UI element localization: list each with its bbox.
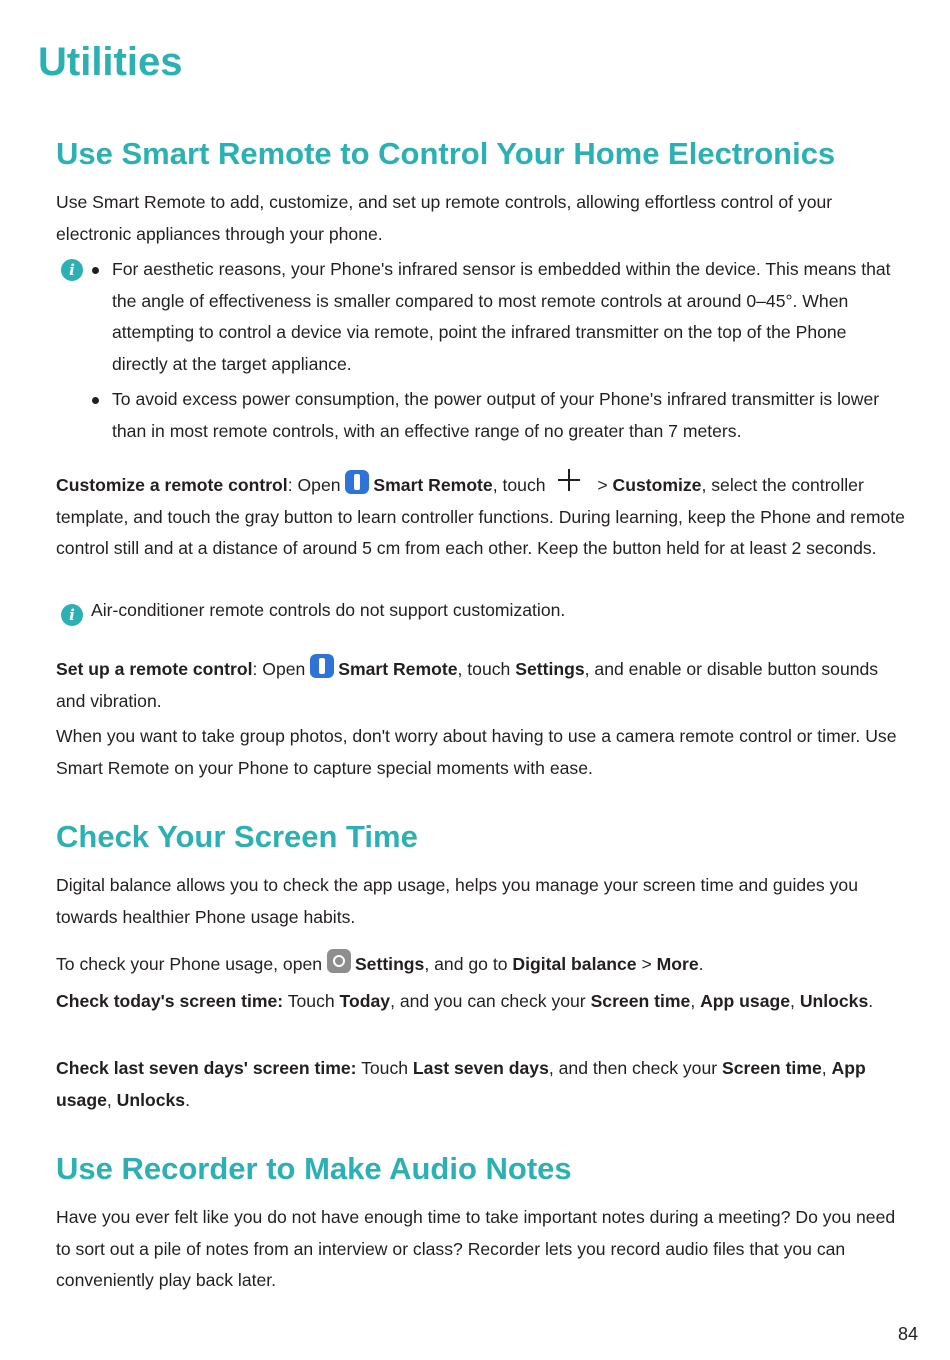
today-mid: , and you can check your <box>390 991 591 1011</box>
note-text: For aesthetic reasons, your Phone's infrared sensor is embedded within the device. This means that the angle of effectiveness is smaller compared to most remote controls at around 0–45°. When attempting to control a device via remote, point the infrared transmitter on the top of the Phone directly at the target appliance. <box>112 259 891 374</box>
section-title-screen-time: Check Your Screen Time <box>56 819 418 854</box>
text-gt: > <box>592 475 613 495</box>
more-label: More <box>656 954 699 974</box>
check-usage-paragraph <box>56 949 906 981</box>
week-screen-time-paragraph <box>56 1053 906 1116</box>
settings-app-icon <box>327 949 351 973</box>
app-usage-label: App usage <box>700 991 791 1011</box>
smart-remote-app-icon <box>345 470 369 494</box>
note-item <box>112 254 907 380</box>
text-end: . <box>185 1089 190 1110</box>
group-photos-paragraph: When you want to take group photos, don't worry about having to use a camera remote control or timer. Use Smart Remote on your Phone to capture special moments with ease. <box>56 726 897 778</box>
text-touch: , touch <box>492 475 551 495</box>
text-touch: , touch <box>457 659 516 679</box>
check-prefix: To check your Phone usage, open <box>56 954 327 974</box>
screen-time-label: Screen time <box>590 991 691 1011</box>
text-open: : Open <box>287 475 346 495</box>
separator: , <box>106 1089 117 1110</box>
week-label: Check last seven days' screen time: <box>56 1058 357 1078</box>
today-screen-time-paragraph <box>56 986 906 1018</box>
text-open: : Open <box>252 659 311 679</box>
chapter-title: Utilities <box>38 40 183 84</box>
section-title-recorder: Use Recorder to Make Audio Notes <box>56 1151 572 1186</box>
separator: , <box>690 991 701 1011</box>
screen-time-intro: Digital balance allows you to check the app usage, helps you manage your screen time and guides you towards healthier Phone usage habits. <box>56 875 858 927</box>
text-end: . <box>868 991 874 1011</box>
last-seven-days-label: Last seven days <box>412 1058 549 1078</box>
setup-rest: , and enable or disable button sounds and vibration. <box>56 659 879 711</box>
setup-remote-paragraph <box>56 654 906 717</box>
customize-label: Customize a remote control <box>56 475 288 495</box>
smart-remote-app-name: Smart Remote <box>373 475 493 495</box>
app-usage-label: App usage <box>56 1058 866 1110</box>
check-mid: , and go to <box>424 954 513 974</box>
today-label: Check today's screen time: <box>56 991 284 1011</box>
info-icon: i <box>61 604 83 626</box>
week-mid: , and then check your <box>548 1058 722 1078</box>
page-number: 84 <box>897 1324 918 1344</box>
text-gt: > <box>636 954 657 974</box>
unlocks-label: Unlocks <box>116 1089 186 1110</box>
separator: , <box>821 1058 832 1078</box>
smart-remote-intro: Use Smart Remote to add, customize, and set up remote controls, allowing effortless control of your electronic appliances through your phone. <box>56 192 833 244</box>
smart-remote-app-name: Smart Remote <box>338 659 458 679</box>
smart-remote-notes <box>112 254 907 451</box>
today-button-label: Today <box>339 991 391 1011</box>
setup-label: Set up a remote control <box>56 659 253 679</box>
customize-remote-paragraph <box>56 469 906 565</box>
digital-balance-label: Digital balance <box>512 954 637 974</box>
unlocks-label: Unlocks <box>799 991 869 1011</box>
text-end: . <box>698 954 704 974</box>
text-touch: Touch <box>283 991 340 1011</box>
info-icon: i <box>61 259 83 281</box>
text-touch: Touch <box>356 1058 413 1078</box>
settings-label: Settings <box>515 659 585 679</box>
customize-rest: , select the controller template, and touch the gray button to learn controller functions. During learning, keep the Phone and remote control still and at a distance of around 5 cm from each other. Keep the button held for at least 2 seconds. <box>56 475 905 558</box>
smart-remote-app-icon <box>310 654 334 678</box>
note-text: To avoid excess power consumption, the power output of your Phone's infrared transmitter is lower than in most remote controls, with an effective range of no greater than 7 meters. <box>112 389 880 441</box>
recorder-intro: Have you ever felt like you do not have enough time to take important notes during a meeting? Do you need to sort out a pile of notes from an interview or class? Recorder lets you record audio files that you can conveniently play back later. <box>56 1207 896 1290</box>
separator: , <box>790 991 800 1011</box>
settings-app-name: Settings <box>354 954 425 974</box>
customize-note: Air-conditioner remote controls do not support customization. <box>91 600 566 620</box>
bullet-icon <box>92 397 99 404</box>
bullet-icon <box>92 267 99 274</box>
customize-action: Customize <box>612 475 702 495</box>
section-title-smart-remote: Use Smart Remote to Control Your Home Electronics <box>56 136 836 171</box>
plus-icon <box>558 469 580 491</box>
note-item <box>112 384 907 447</box>
screen-time-label: Screen time <box>722 1058 822 1078</box>
